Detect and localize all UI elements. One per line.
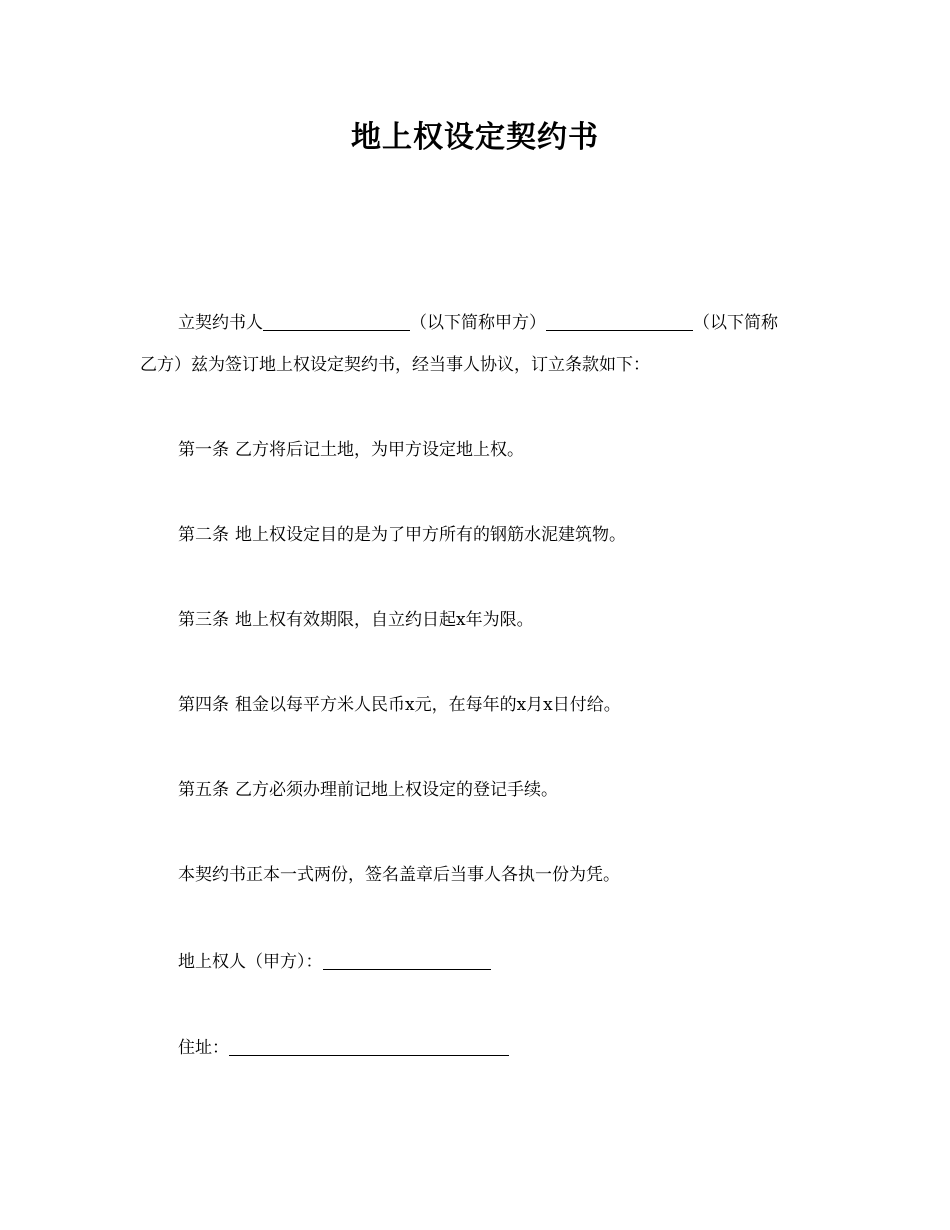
address-blank[interactable] [229,1038,509,1056]
article-number: 第二条 [178,525,229,545]
article-number: 第四条 [178,695,229,715]
article-text: 地上权有效期限，自立约日起x年为限。 [235,610,534,630]
article-number: 第一条 [178,440,229,460]
article-text: 乙方必须办理前记地上权设定的登记手续。 [235,780,558,800]
article-5 [178,779,558,801]
holder-blank[interactable] [323,952,491,970]
article-3 [178,609,534,631]
article-text: 乙方将后记土地，为甲方设定地上权。 [235,440,524,460]
intro-line-1 [178,312,778,334]
intro-line-2: 乙方）兹为签订地上权设定契约书，经当事人协议，订立条款如下： [140,355,650,375]
party-b-note: （以下简称 [693,313,778,333]
article-2 [178,524,626,546]
address-line [178,1037,509,1059]
holder-label: 地上权人（甲方）： [178,952,323,972]
closing-statement: 本契约书正本一式两份，签名盖章后当事人各执一份为凭。 [178,865,620,885]
holder-signature-line [178,951,491,973]
article-text: 租金以每平方米人民币x元，在每年的x月x日付给。 [235,695,621,715]
party-a-blank[interactable] [263,313,410,331]
article-number: 第五条 [178,780,229,800]
party-a-note: （以下简称甲方） [410,313,546,333]
party-b-blank[interactable] [546,313,693,331]
article-4 [178,694,621,716]
address-label: 住址： [178,1038,229,1058]
article-1 [178,439,524,461]
article-text: 地上权设定目的是为了甲方所有的钢筋水泥建筑物。 [235,525,626,545]
article-number: 第三条 [178,610,229,630]
document-title: 地上权设定契约书 [351,120,599,155]
intro-prefix: 立契约书人 [178,313,263,333]
